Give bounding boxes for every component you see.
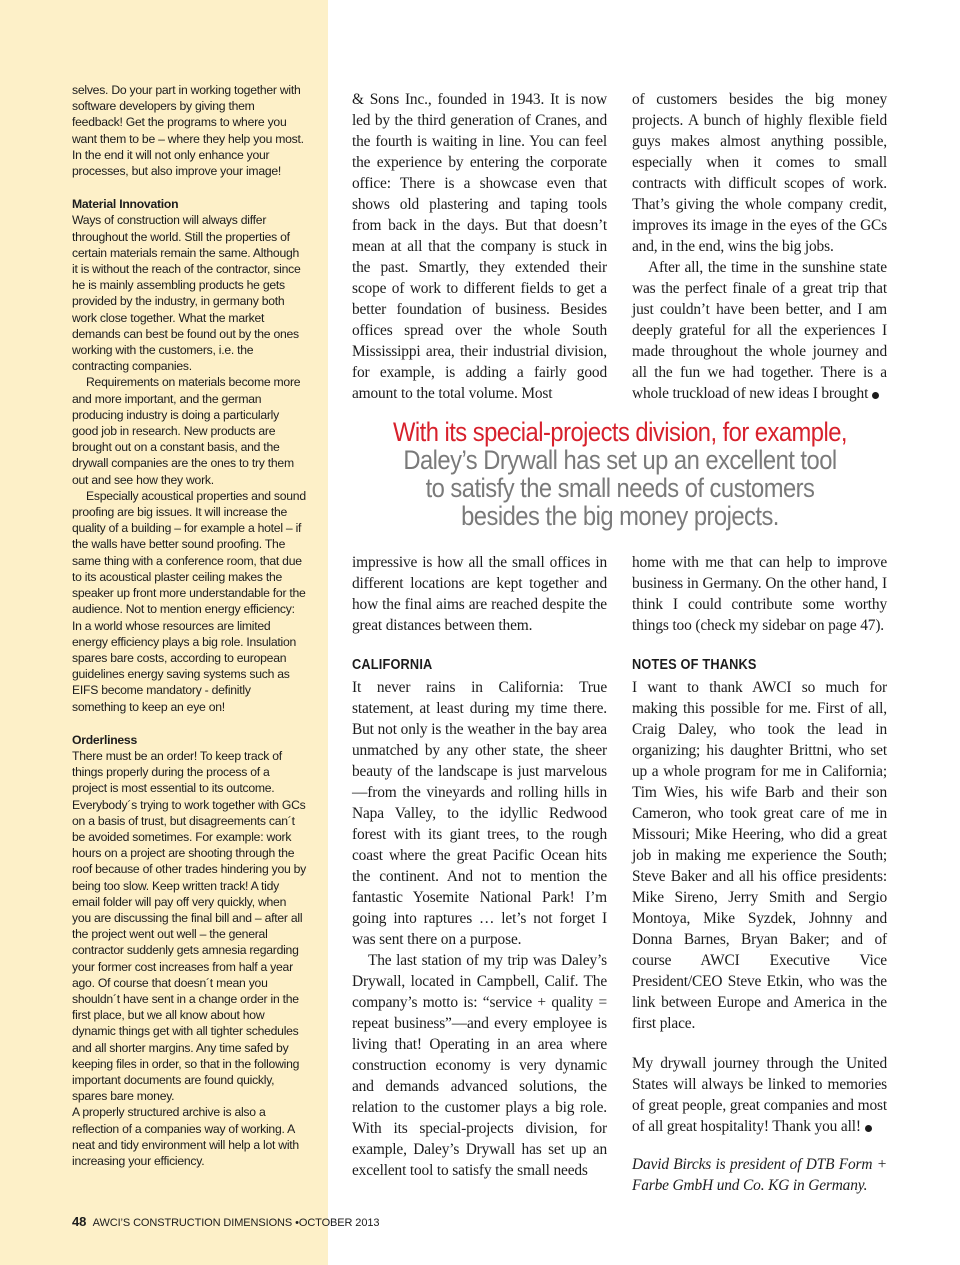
body-text: After all, the time in the sunshine state was the perfect finale of a great trip that just couldn’t have been better, and I am deeply grateful for all the experiences I made throughout the whole journey and all the fun we had together. There is a whole truckload of new ideas I brought xyxy=(632,259,887,402)
body-paragraph xyxy=(632,1053,887,1137)
material-innovation-heading: Material Innovation xyxy=(72,197,179,212)
page-number: 48 xyxy=(72,1214,87,1229)
body-paragraph: I want to thank AWCI so much for making this possible for me. First of all, Craig Daley, who took the lead in organizing; his daughter Brittni, who set up a whole program for me in California; Tim Wies, his wife Barb and their son Cameron, who took great care of me in Missouri; Mike Heering, who did a great job in making me experience the South; Steve Baker and all his office presidents: Mike Sireno, Jerry Smith and Sergio Montoya, Mike Syzdek, Johnny and Donna Barnes, Bryan Baker; and of course AWCI Executive Vice President/CEO Steve Etkin, who was the link between Europe and America in the first place. xyxy=(632,679,887,1032)
pull-quote-line: With its special-projects division, for example, xyxy=(393,417,847,447)
column-1-bottom xyxy=(352,552,607,1181)
body-paragraph: It never rains in California: True statement, at least during my time there. But not only is the weather in the bay area unmatched by any other state, the sheer beauty of the landscape is just marvelous—from the vineyards and rolling hills in Napa Valley, to the idyllic Redwood forest with its giant trees, to the rough coast where the great Pacific Ocean hits the continent. And not to mention the fantastic Yosemite National Park! I’m going into raptures … let’s not forget I was sent there on a purpose. xyxy=(352,679,607,948)
column-2-bottom xyxy=(632,552,887,1196)
footer-separator-icon: • xyxy=(295,1217,299,1229)
column-1-top xyxy=(352,89,607,404)
body-paragraph: & Sons Inc., founded in 1943. It is now led by the third generation of Cranes, and the fourth is waiting in line. You can feel the experience by entering the corporate office: There is a showcase even that shows old plastering and taping tools from back in the days. But that doesn’t mean at all that the company is stuck in the past. Smartly, they extended their scope of work to different fields to get a better foundation of business. Besides offices spread over the whole South Mississippi area, their industrial division, for example, is adding a fairly good amount to the total volume. Most xyxy=(352,91,607,402)
body-text: My drywall journey through the United States will always be linked to memories of great people, great companies and most of all great hospitality! Thank you all! xyxy=(632,1055,887,1135)
sidebar-paragraph: Requirements on materials become more and more important, and the german producing industry is doing a particularly good job in research. New products are brought out on a constant basis, and the drywall companies are the ones to try them out and see how they work. xyxy=(72,375,301,487)
sidebar-paragraph: Especially acoustical properties and sound proofing are big issues. It will increase the quality of a building – for example a hotel – if the walls have better sound proofing. The same thing with a conference room, that due to its acoustical plaster ceiling makes the speaker up front more understandable for the audience. Not to mention energy efficiency: In a world whose resources are limited energy efficiency plays a big role. Insulation spares bare costs, according to european guidelines energy saving systems such as EIFS become mandatory - definitly something to keep an eye on! xyxy=(72,488,306,714)
sidebar xyxy=(72,82,306,1169)
end-bullet-icon xyxy=(865,1125,872,1132)
body-paragraph xyxy=(632,257,887,404)
body-paragraph: The last station of my trip was Daley’s Drywall, located in Campbell, Calif. The company’s motto is: “service + quality = repeat business”—and every employee is living that! Operating in an area where construction economy is very dynamic and demands advanced solutions, the relation to the customer plays a big role. With its special-projects division, for example, Daley’s Drywall has set up an excellent tool to satisfy the small needs xyxy=(352,952,607,1179)
column-2-top xyxy=(632,89,887,404)
orderliness-heading: Orderliness xyxy=(72,732,137,747)
sidebar-paragraph: A properly structured archive is also a reflection of a companies way of working. A neat and tidy environment will help a lot with increasing your efficiency. xyxy=(72,1105,299,1168)
california-heading: CALIFORNIA xyxy=(352,657,433,673)
author-credit: David Bircks is president of DTB Form + Farbe GmbH und Co. KG in Germany. xyxy=(632,1156,887,1194)
pull-quote-line: Daley’s Drywall has set up an excellent tool xyxy=(403,445,837,475)
body-paragraph: home with me that can help to improve business in Germany. On the other hand, I think I could contribute some worthy things too (check my sidebar on page 47). xyxy=(632,554,887,634)
end-bullet-icon xyxy=(872,392,879,399)
sidebar-paragraph: There must be an order! To keep track of things properly during the process of a project is most essential to its outcome. Everybody´s trying to work together with GCs on a basis of trust, but disagreements can´t be avoided sometimes. For example: work hours on a project are shooting through the roof because of other trades hindering you by being too slow. Keep written track! A tidy email folder will pay off very quickly, when you are discussing the final bill and – after all the project went out well – the general contractor suddenly gets amnesia regarding your former cost increases from half a year ago. Of course that doesn´t mean you shouldn´t have sent in a change order in the first place, but we all know about how dynamic things get with all tighter schedules and all shorter margins. Any time safed by keeping files in order, so that in the following important documents are found quickly, spares bare money. xyxy=(72,748,307,1104)
pull-quote-line: besides the big money projects. xyxy=(461,501,779,531)
pull-quote xyxy=(350,418,890,530)
publication-date: OCTOBER 2013 xyxy=(298,1217,380,1229)
body-paragraph: of customers besides the big money projects. A bunch of highly flexible field guys makes almost anything possible, especially when it comes to small contracts with difficult scopes of work. That’s giving the whole company credit, improves its image in the eyes of the GCs and, in the end, wins the big jobs. xyxy=(632,91,887,255)
pull-quote-line: to satisfy the small needs of customers xyxy=(425,473,815,503)
sidebar-paragraph: Ways of construction will always differ throughout the world. Still the properties of certain materials remain the same. Although it is without the reach of the contractor, since he is mainly assembling products he gets provided by the industry, in germany both work close together. What the market demands can best be found out by the ones working with the customers, i.e. the contracting companies. xyxy=(72,213,301,374)
page-footer xyxy=(72,1214,379,1229)
body-paragraph: impressive is how all the small offices in different locations are kept together and how the final aims are reached despite the great distances between them. xyxy=(352,554,607,634)
publication-name: AWCI’S CONSTRUCTION DIMENSIONS xyxy=(92,1217,293,1229)
notes-of-thanks-heading: NOTES OF THANKS xyxy=(632,657,757,673)
sidebar-intro: selves. Do your part in working together with software developers by giving them feedback! Get the programs to where you want them to be – where they help you most. In the end it will not only enhance your processes, but also improve your image! xyxy=(72,83,304,179)
